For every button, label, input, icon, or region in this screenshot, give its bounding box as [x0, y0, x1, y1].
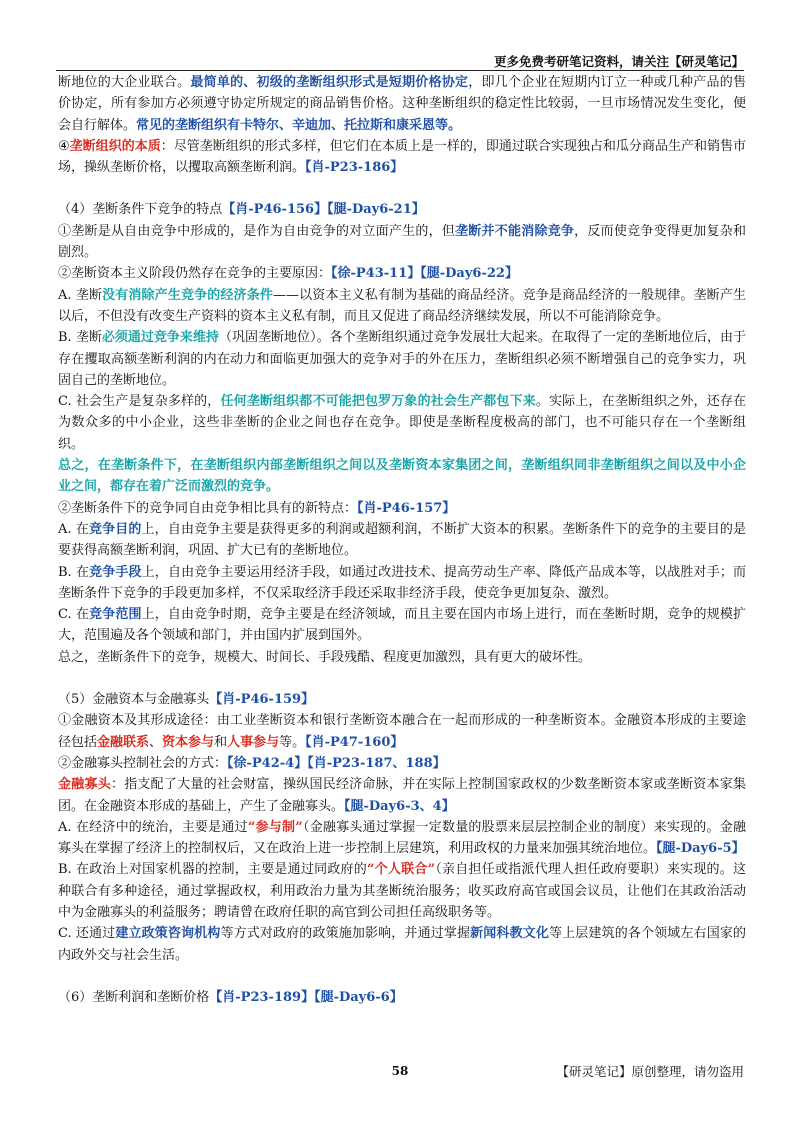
- text: A. 垄断: [58, 287, 103, 303]
- text: ：尽管垄断组织的形式多样，但它们在本质上是一样的，即通过联合实现独占和瓜分商品生产和销售市场，操纵垄断价格，以攫取高额垄断利润。: [58, 138, 746, 176]
- text: A. 在经济中的统治，主要是通过: [58, 819, 248, 835]
- text: 和: [214, 734, 228, 750]
- text: 断地位的大企业联合。: [58, 75, 191, 90]
- highlight: 竞争手段: [89, 564, 142, 580]
- page-header: 更多免费考研笔记资料，请关注【研灵笔记】: [493, 54, 744, 69]
- reference: 【肖-P46-157】: [357, 500, 456, 516]
- section-heading: [58, 689, 746, 710]
- paragraph: [58, 859, 746, 923]
- paragraph: [58, 285, 746, 328]
- paragraph: [58, 327, 746, 391]
- paragraph: [58, 455, 746, 498]
- text: （6）垄断利润和垄断价格: [58, 989, 210, 1005]
- reference: 【徐-P42-4】【肖-P23-187、188】: [227, 755, 446, 771]
- text: ——以资本主义私有制为基础的商品经济。竞争是商品经济的一般规律。垄断产生以后，不但没有改变生产资料的资本主义私有制，而且又促进了商品经济继续发展，所以不可能消除竞争。: [58, 287, 746, 324]
- text: （4）垄断条件下竞争的特点: [58, 202, 223, 218]
- text: B. 在: [58, 564, 90, 580]
- text: 上，自由竞争时期，竞争主要是在经济领域，而且主要在国内市场上进行，而在垄断时期，竞争的规模扩大，范围遍及各个领域和部门，并由国内扩展到国外。: [58, 607, 746, 644]
- paragraph: [58, 519, 746, 562]
- highlight: 新闻科教文化: [470, 926, 549, 942]
- text: ④: [58, 138, 70, 154]
- reference: 【肖-P47-160】: [305, 734, 404, 750]
- reference: 【肖-P46-159】: [209, 692, 315, 708]
- text: A. 在: [58, 521, 89, 537]
- text: 上，自由竞争主要运用经济手段，如通过改进技术、提高劳动生产率、降低产品成本等，以战胜对手；而垄断条件下竞争的手段更加多样，不仅采取经济手段还采取非经济手段，使竞争更加复杂、激烈。: [58, 564, 746, 601]
- text: ②垄断资本主义阶段仍然存在竞争的主要原因：: [58, 266, 332, 282]
- highlight: 没有消除产生竞争的经济条件: [102, 287, 273, 303]
- paragraph: [58, 263, 746, 284]
- header-divider: [56, 70, 744, 71]
- paragraph: [58, 774, 746, 817]
- paragraph: [58, 136, 746, 179]
- section-heading: [58, 987, 746, 1008]
- paragraph: [58, 817, 746, 860]
- text: ②金融寡头控制社会的方式：: [58, 755, 228, 771]
- highlight: 总之，在垄断条件下，在垄断组织内部垄断组织之间以及垄断资本家集团之间，垄断组织同非垄断组织之间以及中小企业之间，都存在着广泛而激烈的竞争。: [58, 458, 746, 495]
- paragraph: [58, 562, 746, 605]
- highlight: 常见的垄断组织有卡特尔、辛迪加、托拉斯和康采恩等。: [136, 117, 462, 133]
- highlight: 最简单的、初级的垄断组织形式是短期价格协定: [190, 75, 469, 90]
- text: ①垄断是从自由竞争中形成的，是作为自由竞争的对立面产生的，但: [58, 223, 456, 239]
- text: B. 垄断: [58, 330, 102, 346]
- text: 等上层建筑的各个领域左右国家的内政外交与社会生活。: [58, 926, 746, 963]
- reference: 【腿-Day6-3、4】: [344, 798, 455, 814]
- section-heading: [58, 199, 746, 220]
- text: 上，自由竞争主要是获得更多的利润或超额利润，不断扩大资本的积累。垄断条件下的竞争的主要目的是要获得高额垄断利润，巩固、扩大已有的垄断地位。: [58, 521, 746, 559]
- text: C. 在: [58, 607, 90, 623]
- text: （5）金融资本与金融寡头: [58, 692, 210, 708]
- text: （巩固垄断地位）。各个垄断组织通过竞争发展壮大起来。在取得了一定的垄断地位后，由于存在攫取高额垄断利润的内在动力和面临更加强大的竞争对手的外在压力，垄断组织必须不断增强自己的竞争实力，巩固自己的垄断地位。: [58, 330, 746, 388]
- text: （金融寡头通过掌握一定数量的股票来层层控制企业的制度）来实现的。金融寡头在掌握了经济上的控制权后，又在政治上进一步控制上层建筑，利用政权的力量来加强其统治地位。: [58, 819, 746, 857]
- highlight: 垄断并不能消除竞争: [455, 223, 575, 239]
- text: ②垄断条件下的竞争同自由竞争相比具有的新特点：: [58, 500, 358, 516]
- reference: 【腿-Day6-5】: [656, 841, 745, 857]
- reference: 【肖-P23-189】【腿-Day6-6】: [209, 989, 403, 1005]
- reference: 【肖-P23-186】: [305, 160, 404, 176]
- text: B. 在政治上对国家机器的控制，主要是通过同政府的: [58, 862, 367, 878]
- text: 等。: [279, 734, 306, 750]
- text: （亲自担任或指派代理人担任政府要职）来实现的。这种联合有多种途径，通过掌握政权，利用政治力量为其垄断统治服务；收买政府高官或国会议员，让他们在其政治活动中为金融寡头的利益服务；聘请曾在政府任职的高官到公司担任高级职务等。: [58, 862, 746, 920]
- highlight: 建立政策咨询机构: [115, 926, 221, 942]
- term: “个人联合”: [367, 862, 436, 878]
- paragraph: [58, 604, 746, 647]
- reference: 【徐-P43-11】【腿-Day6-22】: [331, 266, 518, 282]
- reference: 【肖-P46-156】【腿-Day6-21】: [222, 202, 425, 218]
- text: 、: [149, 734, 163, 750]
- text: C. 还通过: [58, 926, 116, 942]
- text: 等方式对政府的政策施加影响，并通过掌握: [220, 926, 471, 942]
- paragraph: [58, 391, 746, 455]
- text: 总之，垄断条件下的竞争，规模大、时间长、手段残酷、程度更加激烈，具有更大的破坏性。: [58, 649, 592, 665]
- paragraph: [58, 72, 746, 136]
- text: 。实际上，在垄断组织之外，还存在为数众多的中小企业，这些非垄断的企业之间也存在竞争。即使是垄断程度极高的部门，也不可能只存在一个垄断组织。: [58, 394, 746, 452]
- paragraph: [58, 753, 746, 774]
- term: 垄断组织的本质: [69, 138, 161, 154]
- document-body: [58, 72, 746, 1008]
- paragraph: [58, 710, 746, 753]
- term: 资本参与: [162, 734, 215, 750]
- highlight: 任何垄断组织都不可能把包罗万象的社会生产都包下来: [220, 394, 536, 410]
- paragraph: [58, 498, 746, 519]
- paragraph: [58, 221, 746, 264]
- text: ，即几个企业在短期内订立一种或几种产品的售价协定，所有参加方必须遵守协定所规定的商品销售价格。这种垄断组织的稳定性比较弱，一旦市场情况发生变化，便会自行解体。: [58, 75, 746, 133]
- highlight: 必须通过竞争来维持: [101, 330, 219, 346]
- paragraph: [58, 647, 746, 668]
- term: 金融联系: [97, 734, 150, 750]
- highlight: 竞争范围: [89, 607, 142, 623]
- paragraph: [58, 923, 746, 966]
- term: “参与制”: [247, 819, 303, 835]
- term: 人事参与: [227, 734, 280, 750]
- text: ，反而使竞争变得更加复杂和剧烈。: [58, 223, 746, 261]
- footer-note: 【研灵笔记】原创整理，请勿盗用: [556, 1064, 744, 1079]
- highlight: 竞争目的: [88, 521, 142, 537]
- text: C. 社会生产是复杂多样的，: [58, 394, 221, 410]
- text: ：指支配了大量的社会财富，操纵国民经济命脉，并在实际上控制国家政权的少数垄断资本家或垄断资本家集团。在金融资本形成的基础上，产生了金融寡头。: [58, 777, 746, 814]
- page-number: 58: [391, 1064, 409, 1078]
- text: ①金融资本及其形成途径：由工业垄断资本和银行垄断资本融合在一起而形成的一种垄断资本。金融资本形成的主要途径包括: [58, 713, 746, 750]
- term: 金融寡头: [58, 777, 111, 793]
